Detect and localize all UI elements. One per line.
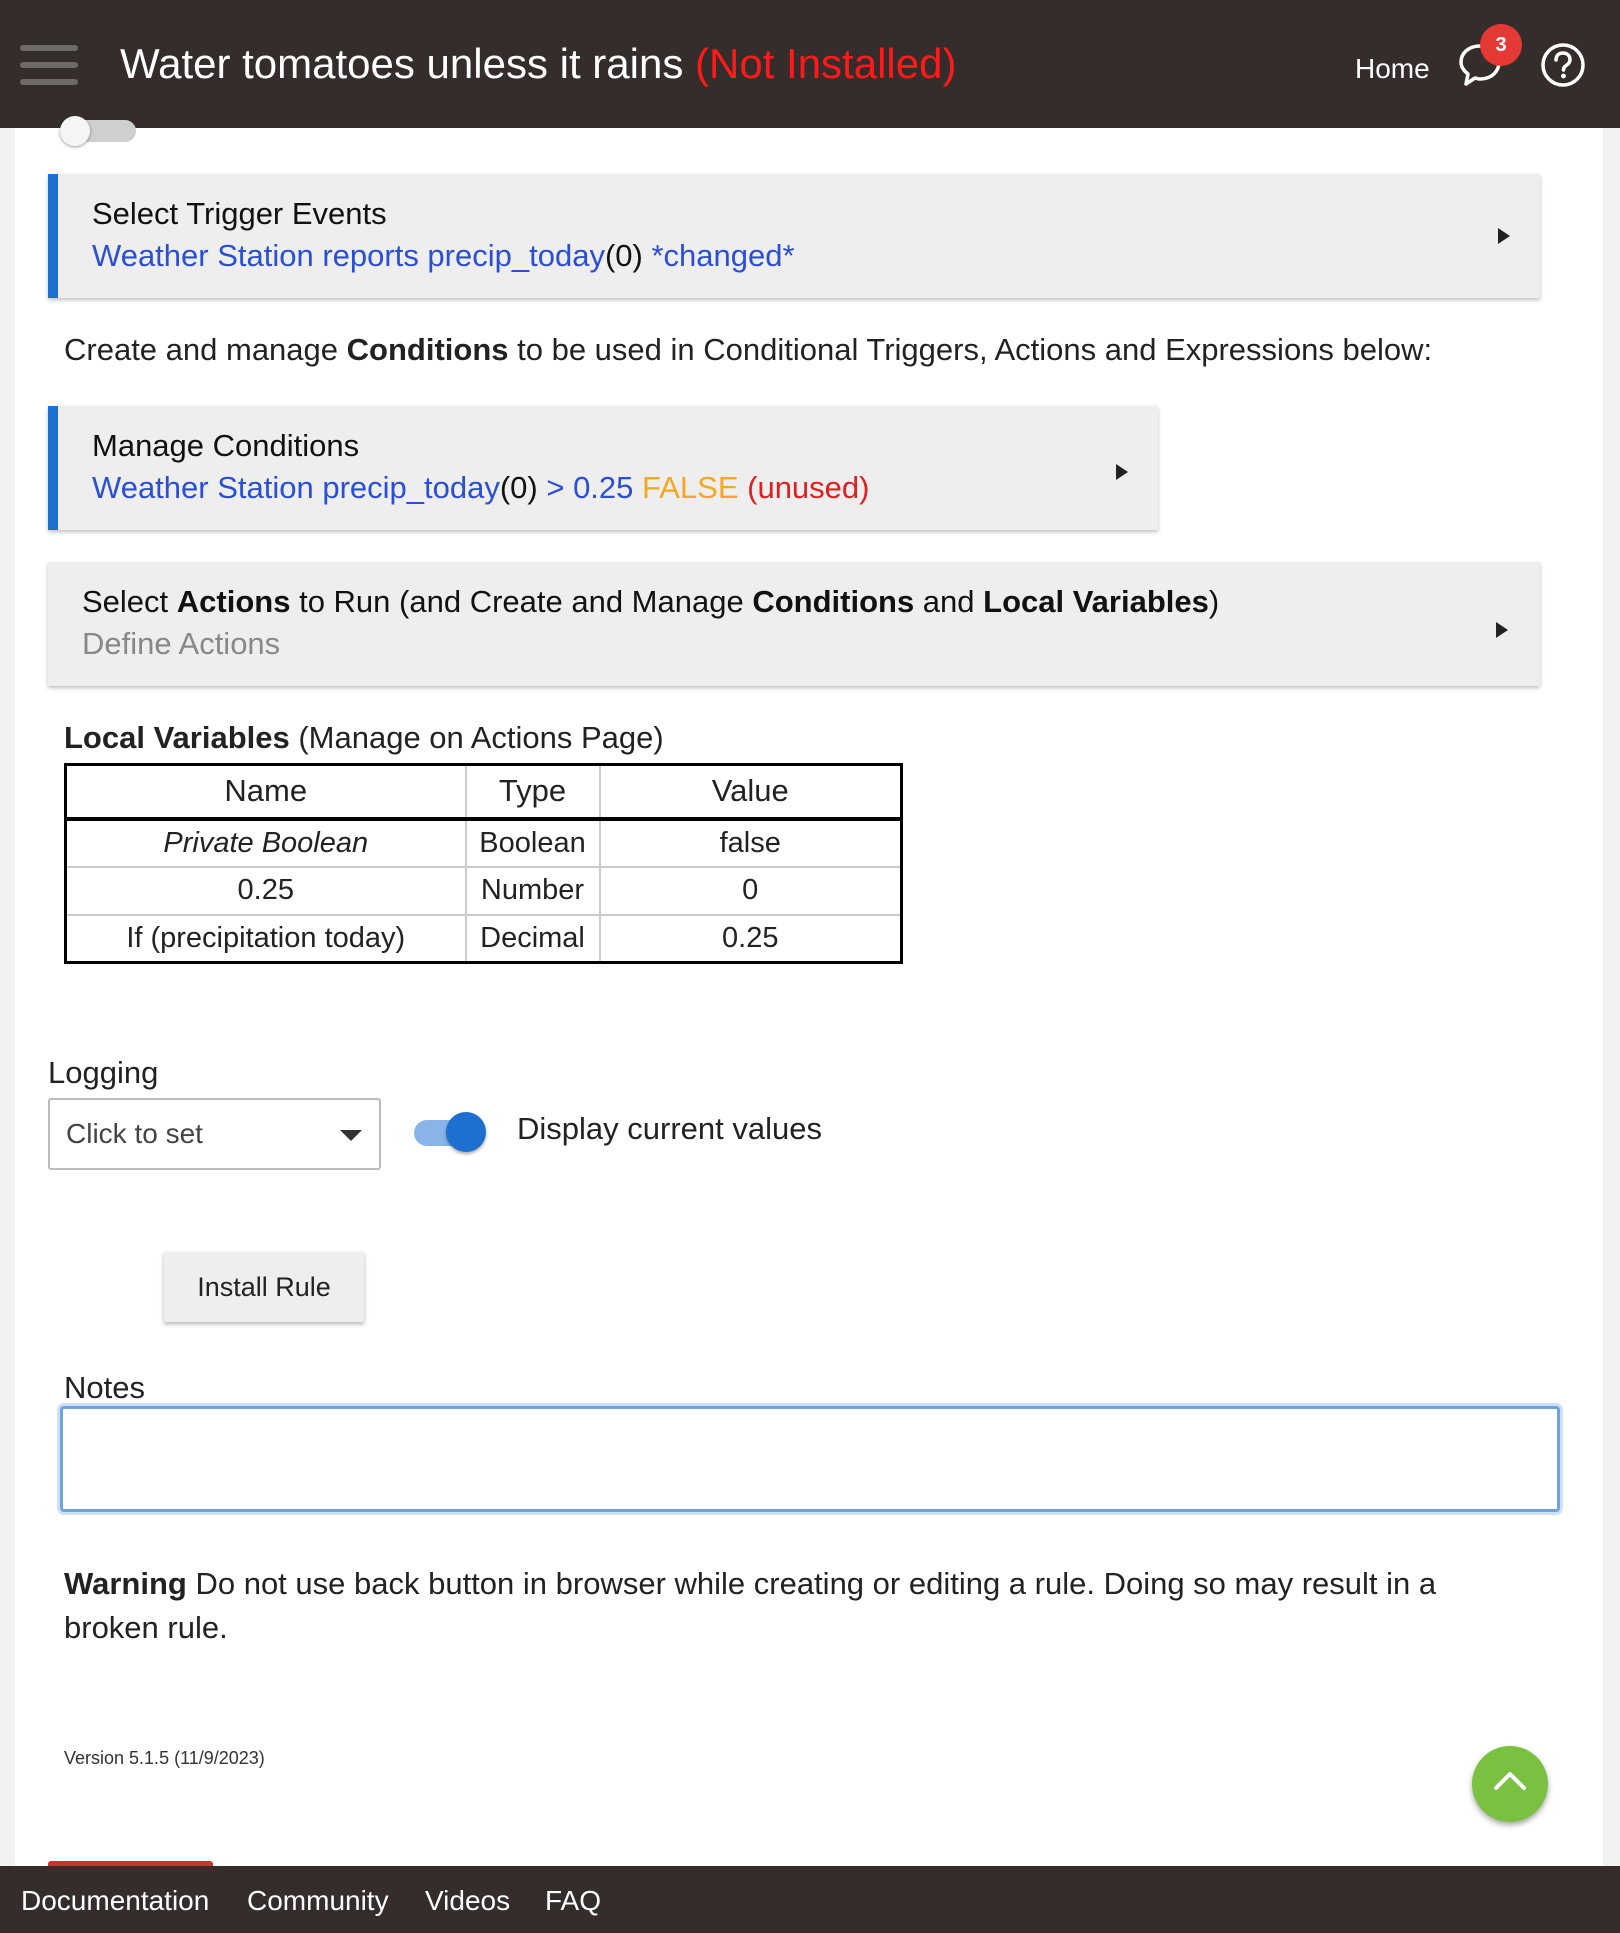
footer-link-faq[interactable]: FAQ bbox=[545, 1885, 602, 1916]
logging-select[interactable] bbox=[48, 1098, 381, 1170]
conditions-description: Create and manage Conditions to be used in Conditional Triggers, Actions and Expressions below: bbox=[64, 332, 1433, 367]
conditions-card-summary: Weather Station precip_today(0) > 0.25 FALSE (unused) bbox=[92, 470, 870, 505]
warning-message: Warning Do not use back button in browser while creating or editing a rule. Doing so may result in a broken rule. bbox=[64, 1566, 1437, 1645]
hidden-option-toggle[interactable] bbox=[60, 116, 140, 144]
footer-link-documentation[interactable]: Documentation bbox=[21, 1885, 210, 1916]
column-header-type: Type bbox=[466, 765, 600, 819]
variable-value-cell: false bbox=[719, 826, 781, 859]
variable-name-cell: If (precipitation today) bbox=[66, 915, 466, 963]
install-status: (Not Installed) bbox=[695, 40, 957, 87]
notification-badge[interactable]: 3 bbox=[1480, 24, 1522, 66]
chevron-up-icon bbox=[1490, 1762, 1530, 1802]
local-variables-table bbox=[64, 763, 903, 964]
column-header-value: Value bbox=[600, 765, 902, 819]
trigger-card-title: Select Trigger Events bbox=[92, 196, 387, 231]
select-trigger-events-card[interactable] bbox=[48, 174, 1540, 298]
display-current-values-label: Display current values bbox=[517, 1111, 822, 1146]
table-header-row bbox=[66, 765, 902, 819]
chevron-down-icon bbox=[340, 1130, 362, 1141]
install-rule-button[interactable]: Install Rule bbox=[164, 1252, 364, 1322]
trigger-card-summary: Weather Station reports precip_today(0) *changed* bbox=[92, 238, 795, 273]
footer-link-videos[interactable]: Videos bbox=[425, 1885, 511, 1916]
question-circle-icon[interactable] bbox=[1540, 42, 1586, 88]
display-current-values-toggle[interactable] bbox=[410, 1110, 490, 1154]
rule-name: Water tomatoes unless it rains bbox=[120, 40, 684, 87]
app-header bbox=[0, 0, 1620, 128]
local-variables-heading: Local Variables (Manage on Actions Page) bbox=[64, 720, 664, 755]
expand-arrow-icon bbox=[1498, 228, 1510, 244]
variable-type-cell: Decimal bbox=[466, 915, 600, 963]
scroll-to-top-button[interactable] bbox=[1472, 1746, 1548, 1822]
version-label: Version 5.1.5 (11/9/2023) bbox=[64, 1748, 265, 1768]
table-row bbox=[66, 819, 902, 867]
actions-card-subtitle: Define Actions bbox=[82, 626, 281, 661]
expand-arrow-icon bbox=[1116, 464, 1128, 480]
variable-value-cell: 0 bbox=[600, 867, 902, 915]
footer-nav bbox=[0, 1866, 1620, 1933]
page-title bbox=[120, 40, 956, 88]
notes-label: Notes bbox=[64, 1370, 145, 1405]
table-row bbox=[66, 867, 902, 915]
conditions-card-title: Manage Conditions bbox=[92, 428, 360, 463]
variable-type-cell: Boolean bbox=[466, 819, 600, 867]
logging-label: Logging bbox=[48, 1055, 159, 1090]
variable-name-cell: 0.25 bbox=[66, 867, 466, 915]
hamburger-menu-icon[interactable] bbox=[20, 45, 78, 85]
expand-arrow-icon bbox=[1496, 622, 1508, 638]
variable-type-cell: Number bbox=[466, 867, 600, 915]
notes-input[interactable] bbox=[60, 1406, 1560, 1512]
manage-conditions-card[interactable] bbox=[48, 406, 1158, 530]
logging-select-value: Click to set bbox=[66, 1118, 203, 1149]
variable-name-cell: Private Boolean bbox=[66, 819, 466, 867]
footer-link-community[interactable]: Community bbox=[247, 1885, 389, 1916]
home-link[interactable]: Home bbox=[1355, 53, 1430, 84]
column-header-name: Name bbox=[66, 765, 466, 819]
select-actions-card[interactable] bbox=[48, 562, 1540, 686]
table-row bbox=[66, 915, 902, 963]
variable-value-cell: 0.25 bbox=[600, 915, 902, 963]
actions-card-title: Select Actions to Run (and Create and Manage Conditions and Local Variables) bbox=[82, 584, 1220, 619]
